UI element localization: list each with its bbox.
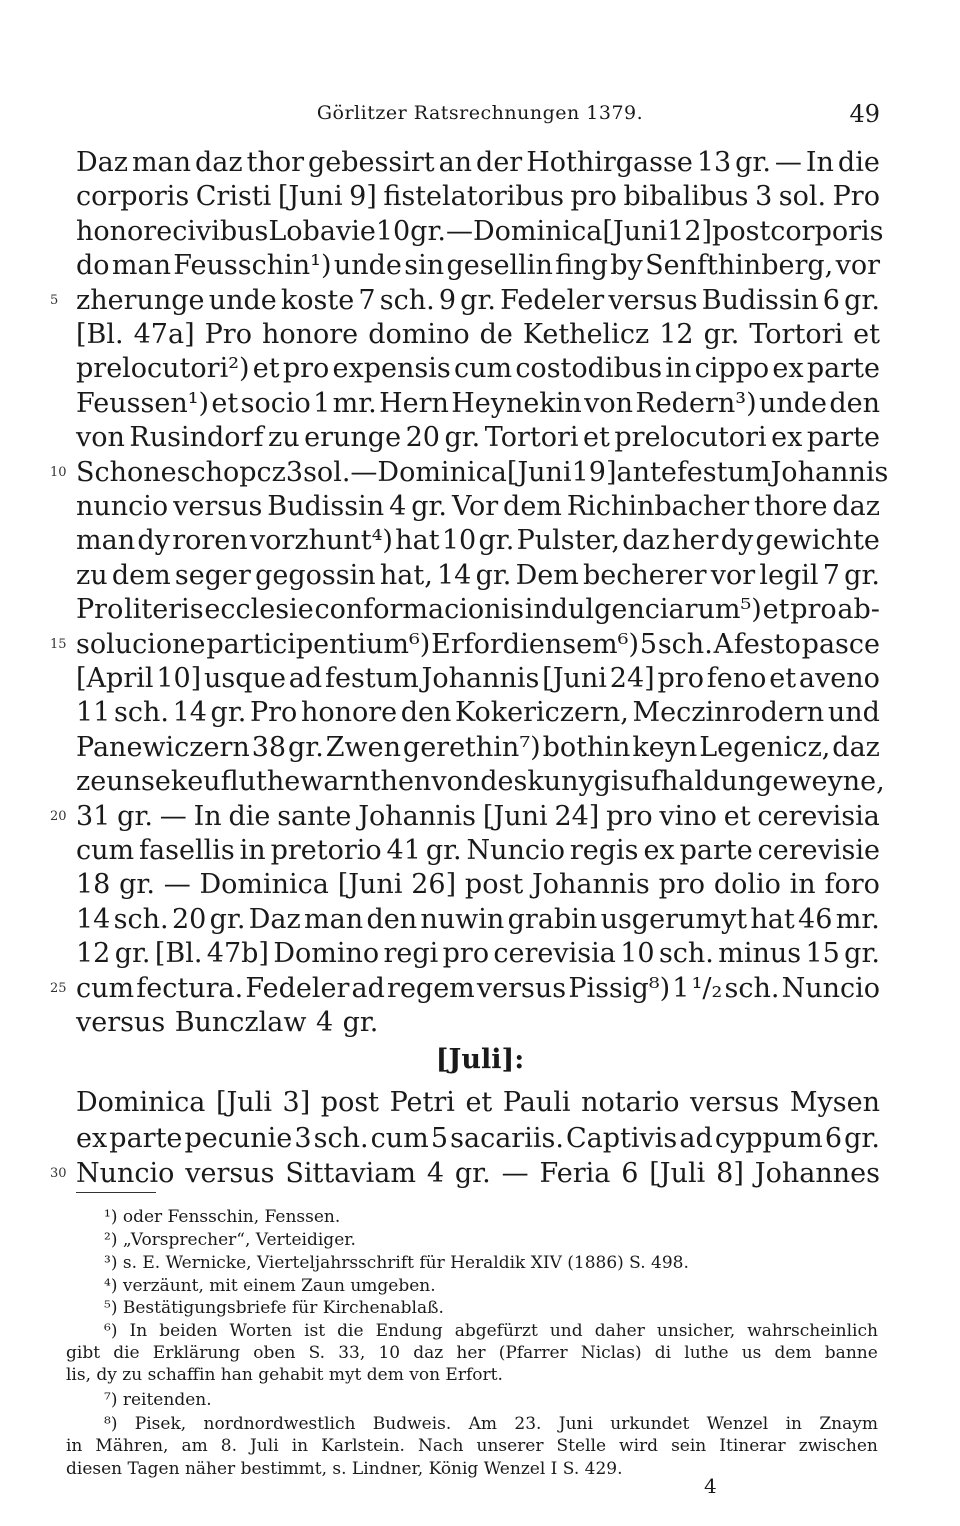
text-line: 14 sch. 20 gr. Daz man den nuwin grabin usgerumyt hat 46 mr. xyxy=(76,904,880,935)
text-line: nuncio versus Budissin 4 gr. Vor dem Richinbacher thore daz xyxy=(76,491,880,522)
text-line: ze unse keufluthe warnthen von des kunygis ufhaldunge weyne, xyxy=(76,766,885,797)
text-line: zu dem seger gegossin hat, 14 gr. Dem becherer vor legil 7 gr. xyxy=(76,560,880,591)
footnote-line: diesen Tagen näher bestimmt, s. Lindner, König Wenzel I S. 429. xyxy=(66,1459,623,1479)
text-line: von Rusindorf zu erunge 20 gr. Tortori et prelocutori ex parte xyxy=(76,422,880,453)
text-line: cum fectura. Fedeler ad regem versus Pissig⁸) 1 ¹/₂ sch. Nuncio xyxy=(76,973,880,1004)
text-line: zherunge unde koste 7 sch. 9 gr. Fedeler versus Budissin 6 gr. xyxy=(76,285,880,316)
line-number: 15 xyxy=(50,637,67,652)
signature-mark: 4 xyxy=(704,1474,717,1498)
footnote-line: gibt die Erklärung oben S. 33, 10 daz her (Pfarrer Niclas) di luthe us dem banne xyxy=(66,1343,878,1363)
line-number: 25 xyxy=(50,981,67,996)
footnote-line: ³) s. E. Wernicke, Vierteljahrsschrift für Heraldik XIV (1886) S. 498. xyxy=(104,1253,689,1273)
text-line: 12 gr. [Bl. 47b] Domino regi pro cerevisia 10 sch. minus 15 gr. xyxy=(76,938,880,969)
footnote-line: ⁵) Bestätigungsbriefe für Kirchenablaß. xyxy=(104,1298,444,1318)
text-line: 31 gr. — In die sante Johannis [Juni 24] pro vino et cerevisia xyxy=(76,801,880,832)
text-line: cum fasellis in pretorio 41 gr. Nuncio regis ex parte cerevisie xyxy=(76,835,880,866)
section-heading: [Juli]: xyxy=(435,1044,525,1075)
text-line: Feussen¹) et socio 1 mr. Hern Heynekin von Redern³) unde den xyxy=(76,388,880,419)
text-line: Schoneschopcz 3 sol. — Dominica [Juni 19] ante festum Johannis xyxy=(76,457,889,488)
footnote-line: in Mähren, am 8. Juli in Karlstein. Nach unserer Stelle wird sein Itinerar zwischen xyxy=(66,1436,878,1456)
page-header xyxy=(0,100,960,130)
text-line: honore civibus Lobavie 10 gr. — Dominica [Juni 12] post corporis xyxy=(76,216,884,247)
footnote-line: ¹) oder Fensschin, Fenssen. xyxy=(104,1207,341,1227)
footnote-line: ⁸) Pisek, nordnordwestlich Budweis. Am 23. Juni urkundet Wenzel in Znaym xyxy=(104,1414,878,1434)
footnote-rule xyxy=(76,1192,156,1193)
text-line: solucione participentium⁶) Erfordiensem⁶) 5 sch. A festo pasce xyxy=(76,629,880,660)
running-head: Görlitzer Ratsrechnungen 1379. xyxy=(316,102,644,124)
section-line: Dominica [Juli 3] post Petri et Pauli notario versus Mysen xyxy=(76,1087,880,1118)
page-number: 49 xyxy=(849,100,880,128)
text-line: Daz man daz thor gebessirt an der Hothirgasse 13 gr. — In die xyxy=(76,147,880,178)
footnote-line: ⁶) In beiden Worten ist die Endung abgefürzt und daher unsicher, wahrscheinlich xyxy=(104,1321,878,1341)
text-line: [Bl. 47a] Pro honore domino de Kethelicz 12 gr. Tortori et xyxy=(76,319,880,350)
text-line: do man Feusschin¹) unde sin gesellin fing by Senfthinberg, vor xyxy=(76,250,880,281)
text-line: 11 sch. 14 gr. Pro honore den Kokericzern, Meczinrodern und xyxy=(76,697,880,728)
section-line: ex parte pecunie 3 sch. cum 5 sacariis. Captivis ad cyppum 6 gr. xyxy=(76,1123,880,1154)
footnote-line: lis, dy zu schaffin han gehabit myt dem von Erfort. xyxy=(66,1365,503,1385)
text-line: Panewiczern 38 gr. Zwen gerethin⁷) bothin keyn Legenicz, daz xyxy=(76,732,880,763)
text-line: man dy roren vorzhunt⁴) hat 10 gr. Pulster, daz her dy gewichte xyxy=(76,525,880,556)
footnote-line: ²) „Vorsprecher“, Verteidiger. xyxy=(104,1230,356,1250)
text-line: prelocutori²) et pro expensis cum costodibus in cippo ex parte xyxy=(76,353,880,384)
line-number: 10 xyxy=(50,465,67,480)
section-line: Nuncio versus Sittaviam 4 gr. — Feria 6 [Juli 8] Johannes xyxy=(76,1158,880,1189)
text-line: [April 10] usque ad festum Johannis [Juni 24] pro feno et aveno xyxy=(76,663,880,694)
text-line: 18 gr. — Dominica [Juni 26] post Johannis pro dolio in foro xyxy=(76,869,880,900)
line-number: 20 xyxy=(50,809,67,824)
text-line: corporis Cristi [Juni 9] fistelatoribus pro bibalibus 3 sol. Pro xyxy=(76,181,880,212)
line-number: 30 xyxy=(50,1166,67,1181)
footnote-line: ⁴) verzäunt, mit einem Zaun umgeben. xyxy=(104,1276,436,1296)
line-number: 5 xyxy=(50,293,59,308)
text-line: Pro literis ecclesie conformacionis indulgenciarum⁵) et pro ab- xyxy=(76,594,880,625)
text-line: versus Bunczlaw 4 gr. xyxy=(76,1007,379,1038)
footnote-line: ⁷) reitenden. xyxy=(104,1390,212,1410)
